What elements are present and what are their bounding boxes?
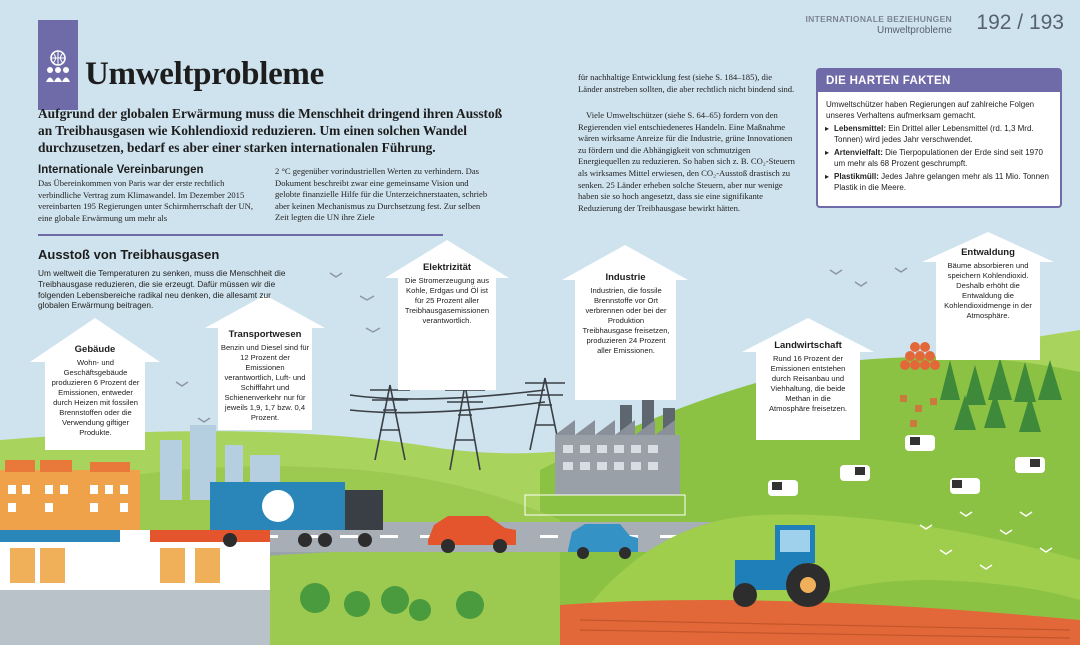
agreements-col2: 2 °C gegenüber vorindustriellen Werten zu verhindern. Das Dokument beschreibt zwar eine gemeinsame Vision und gelobte finanzielle Hilfe für die Unterzeichnerstaaten, schrieb aber keinen Mechanismus zu Durchsetzung fest. Zur selben Zeit legten die UN ihre Ziele bbox=[275, 166, 488, 223]
section-title: INTERNATIONALE BEZIEHUNGEN bbox=[805, 14, 952, 24]
facts-term: Lebensmittel: bbox=[834, 124, 887, 133]
agreements-col1: Das Übereinkommen von Paris war der erste rechtlich verbindliche Vertrag zum Klimawandel. Im Dezember 2015 vereinbarten 195 Regierungen unter Schirmherrschaft der UN, eine globale Erwärmung um mehr als bbox=[38, 178, 254, 223]
section-subtitle: Umweltprobleme bbox=[876, 25, 952, 36]
agreements-col3a: für nachhaltige Entwicklung fest (siehe S. 184–185), die Länder anstreben sollten, die aber rechtlich nicht bindend sind. bbox=[578, 72, 795, 94]
sector-title-deforestation: Entwaldung bbox=[961, 247, 1015, 258]
sector-title-agriculture: Landwirtschaft bbox=[774, 340, 842, 351]
globe-people-icon bbox=[45, 50, 71, 84]
facts-text: Ein Drittel aller Lebensmittel (rd. 1,3 Mrd. Tonnen) wird jedes Jahr verschwendet. bbox=[834, 124, 1034, 144]
facts-intro: Umweltschützer haben Regierungen auf zahlreiche Folgen unseres Verhaltens aufmerksam gemacht. bbox=[826, 100, 1035, 120]
facts-list bbox=[826, 124, 1056, 196]
page-title: Umweltprobleme bbox=[85, 56, 324, 92]
facts-item-food bbox=[826, 124, 1056, 145]
emissions-heading: Ausstoß von Treibhausgasen bbox=[38, 247, 220, 262]
sector-title-buildings: Gebäude bbox=[74, 344, 116, 355]
sector-text-transport: Benzin und Diesel sind für 12 Prozent der Emissionen verantwortlich, Luft- und Schifffahrt und Schienenverkehr nur für jeweils 1,9, 1,7 bzw. 0,4 Prozent. bbox=[220, 343, 310, 422]
facts-term: Plastikmüll: bbox=[834, 172, 879, 181]
sector-title-transport: Transportwesen bbox=[228, 329, 302, 340]
sector-text-industry: Industrien, die fossile Brennstoffe vor Ort verbrennen oder bei der Produktion Treibhausgase freisetzen, produzieren 24 Prozent aller Emissionen. bbox=[582, 286, 670, 355]
facts-box bbox=[816, 68, 1062, 208]
facts-term: Artenvielfalt: bbox=[834, 148, 883, 157]
agreements-heading: Internationale Vereinbarungen bbox=[38, 164, 204, 176]
facts-text: Die Tierpopulationen der Erde sind seit 1970 um mehr als 68 Prozent geschrumpft. bbox=[834, 148, 1044, 168]
facts-item-biodiversity bbox=[826, 148, 1056, 169]
facts-item-plastic bbox=[826, 172, 1056, 193]
sector-text-buildings: Wohn- und Geschäftsgebäude produzieren 6 Prozent der Emissionen, entweder durch Heizen mit fossilen Brennstoffen oder die Verwendung giftiger Produkte. bbox=[51, 358, 140, 437]
agreements-col3b: Viele Umweltschützer (siehe S. 64–65) fordern von den Regierenden viel entschiedeneres Handeln. Eine Maßnahme wären wirksame Anreize für die Industrie, grüne Innovationen zu fördern und die Abhängigkeit von schmutzigen Energiequellen zu reduzieren. So haben sich z. B. CO₂-Steuern als wirksames Mittel erwiesen, den CO₂-Ausstoß drastisch zu senken. 25 Länder erheben solche Steuern, aber nur wenige haben sie so hoch angesetzt, dass sie eine signifikante Reduzierung der Treibhausgase bewirkt hätten. bbox=[578, 110, 795, 213]
page-numbers: 192 / 193 bbox=[976, 11, 1064, 34]
section-divider bbox=[38, 234, 443, 236]
facts-text: Jedes Jahre gelangen mehr als 11 Mio. Tonnen Plastik in die Meere. bbox=[834, 172, 1049, 192]
sector-title-electricity: Elektrizität bbox=[422, 262, 472, 273]
sector-text-electricity: Die Stromerzeugung aus Kohle, Erdgas und Öl ist für 25 Prozent aller Treibhausgasemissionen verantwortlich. bbox=[404, 276, 490, 325]
facts-heading: DIE HARTEN FAKTEN bbox=[818, 70, 1060, 92]
sector-title-industry: Industrie bbox=[605, 272, 646, 283]
emissions-intro: Um weltweit die Temperaturen zu senken, muss die Menschheit die Treibhausgase reduzieren, die sie erzeugt. Dafür müssen wir die folgenden Lebensbereiche radikal neu denken, die allesamt zur globalen Erwärmung beitragen. bbox=[38, 268, 286, 311]
sector-text-agriculture: Rund 16 Prozent der Emissionen entstehen durch Reisanbau und Viehhaltung, die beide Methan in die Atmosphäre freisetzen. bbox=[768, 354, 848, 413]
sector-text-deforestation: Bäume absorbieren und speichern Kohlendioxid. Deshalb erhöht die Entwaldung die Kohlendioxidmenge in der Atmosphäre. bbox=[944, 261, 1032, 320]
intro-text: Aufgrund der globalen Erwärmung muss die Menschheit dringend ihren Ausstoß an Treibhausgasen wie Kohlendioxid reduzieren. Um einen solchen Wandel durchzusetzen, bedarf es aber einer starken internationalen Führung. bbox=[38, 106, 503, 155]
